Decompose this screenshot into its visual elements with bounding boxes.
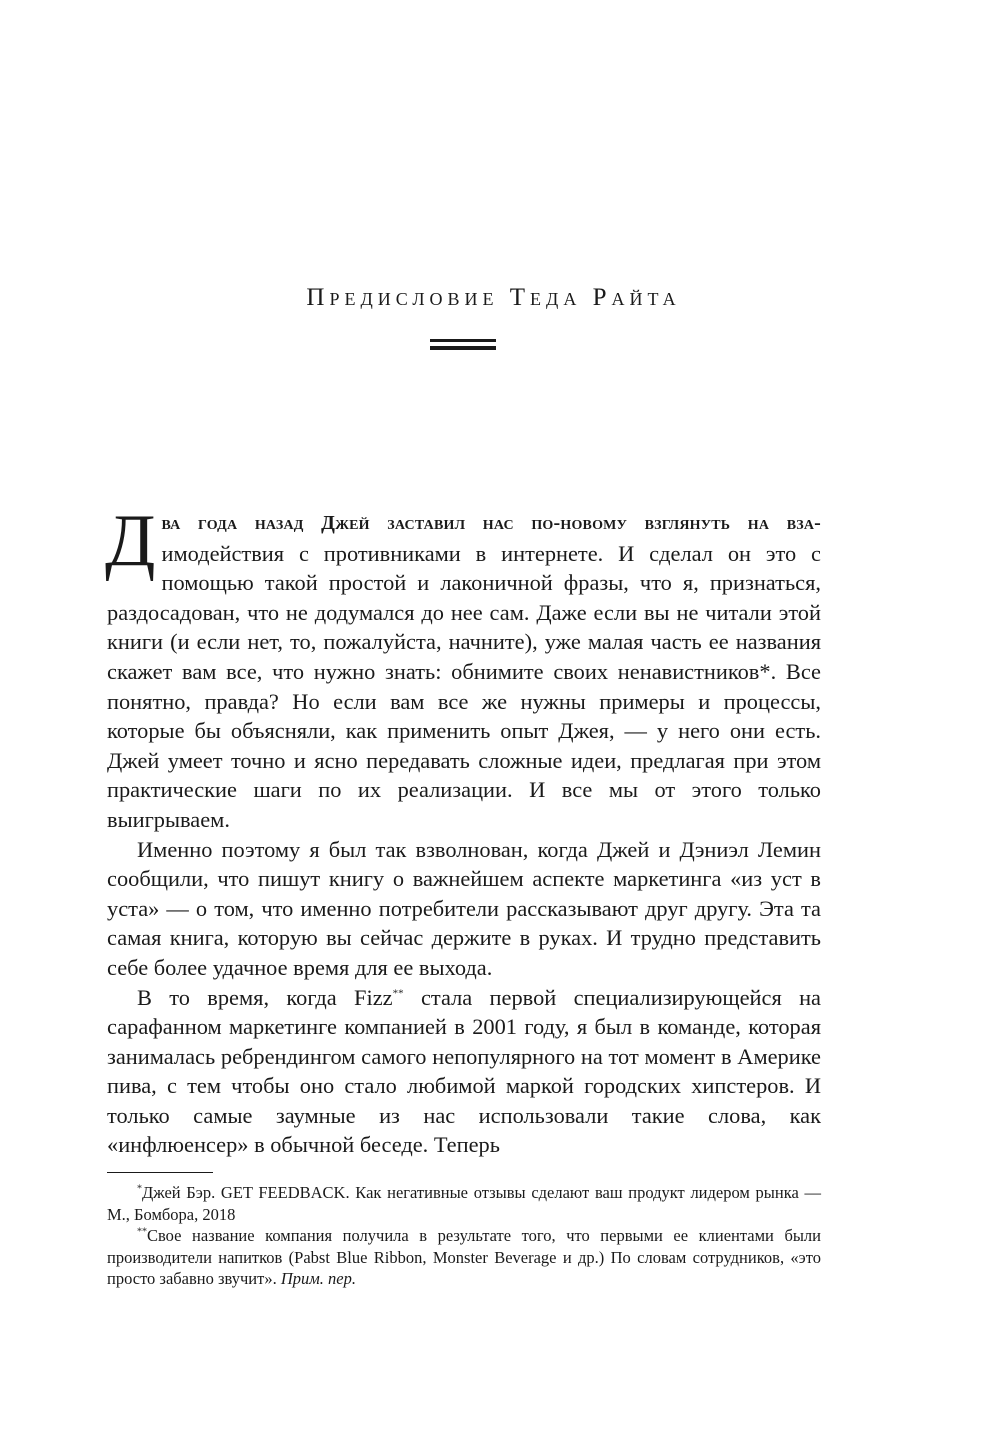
paragraph-3-text-b: стала первой специализирующейся на сарафанном маркетинге компанией в 2001 году, я был в команде, которая занималась ребрендингом самого непопулярного на тот момент в Америке пива, с тем чтобы оно стало любимой маркой городских хипстеров. И только самые заумные из нас использовали такие слова, как «инфлюенсер» в обычной беседе. Теперь	[107, 984, 821, 1158]
footnote-1	[107, 1182, 821, 1225]
footnote-1-mark: *	[137, 1183, 142, 1195]
footnote-1-text: Джей Бэр. GET FEEDBACK. Как негативные отзывы сделают ваш продукт лидером рынка — М., Бомбора, 2018	[107, 1183, 821, 1224]
footnote-2-translator-note: Прим. пер.	[280, 1269, 356, 1288]
footnote-separator	[107, 1172, 213, 1173]
lead-in-caps: ва года назад Джей заставил нас по-новому взглянуть на вза-	[161, 512, 821, 534]
footnotes	[107, 1182, 821, 1290]
title-divider-bottom	[430, 346, 496, 350]
paragraph-1-text: имодействия с противниками в интернете. И сделал он это с помощью такой простой и лаконичной фразы, что я, признаться, раздосадован, что не додумался до нее сам. Даже если вы не читали этой книги (и если нет, то, пожалуйста, начните), уже малая часть ее названия скажет вам все, что нужно знать: обнимите своих ненавистников*. Все понятно, правда? Но если вам все же нужны примеры и процессы, которые бы объясняли, как применить опыт Джея, — у него они есть. Джей умеет точно и ясно передавать сложные идеи, предлагая при этом практические шаги по их реализации. И все мы от этого только выигрываем.	[107, 540, 821, 832]
paragraph-3-text-a: В то время, когда Fizz	[137, 984, 393, 1010]
body-text	[105, 500, 821, 1160]
footnote-2-mark: **	[137, 1226, 147, 1238]
chapter-title: Предисловие Теда Райта	[306, 284, 681, 311]
paragraph-3	[107, 983, 821, 1161]
footnote-2	[107, 1225, 821, 1290]
footnote-ref-2: **	[392, 987, 404, 1000]
title-divider-top	[430, 339, 496, 342]
footnote-2-text: Свое название компания получила в результате того, что первыми ее клиентами были производители напитков (Pabst Blue Ribbon, Monster Beverage и др.) По словам сотрудников, «это просто забавно звучит».	[107, 1226, 821, 1288]
drop-cap: Д	[105, 500, 156, 582]
paragraph-2: Именно поэтому я был так взволнован, когда Джей и Дэниэл Лемин сообщили, что пишут книгу о важнейшем аспекте маркетинга «из уст в уста» — о том, что именно потребители рассказывают друг другу. Эта та самая книга, которую вы сейчас держите в руках. И трудно представить себе более удачное время для ее выхода.	[107, 836, 821, 980]
paragraph-1	[105, 500, 821, 835]
